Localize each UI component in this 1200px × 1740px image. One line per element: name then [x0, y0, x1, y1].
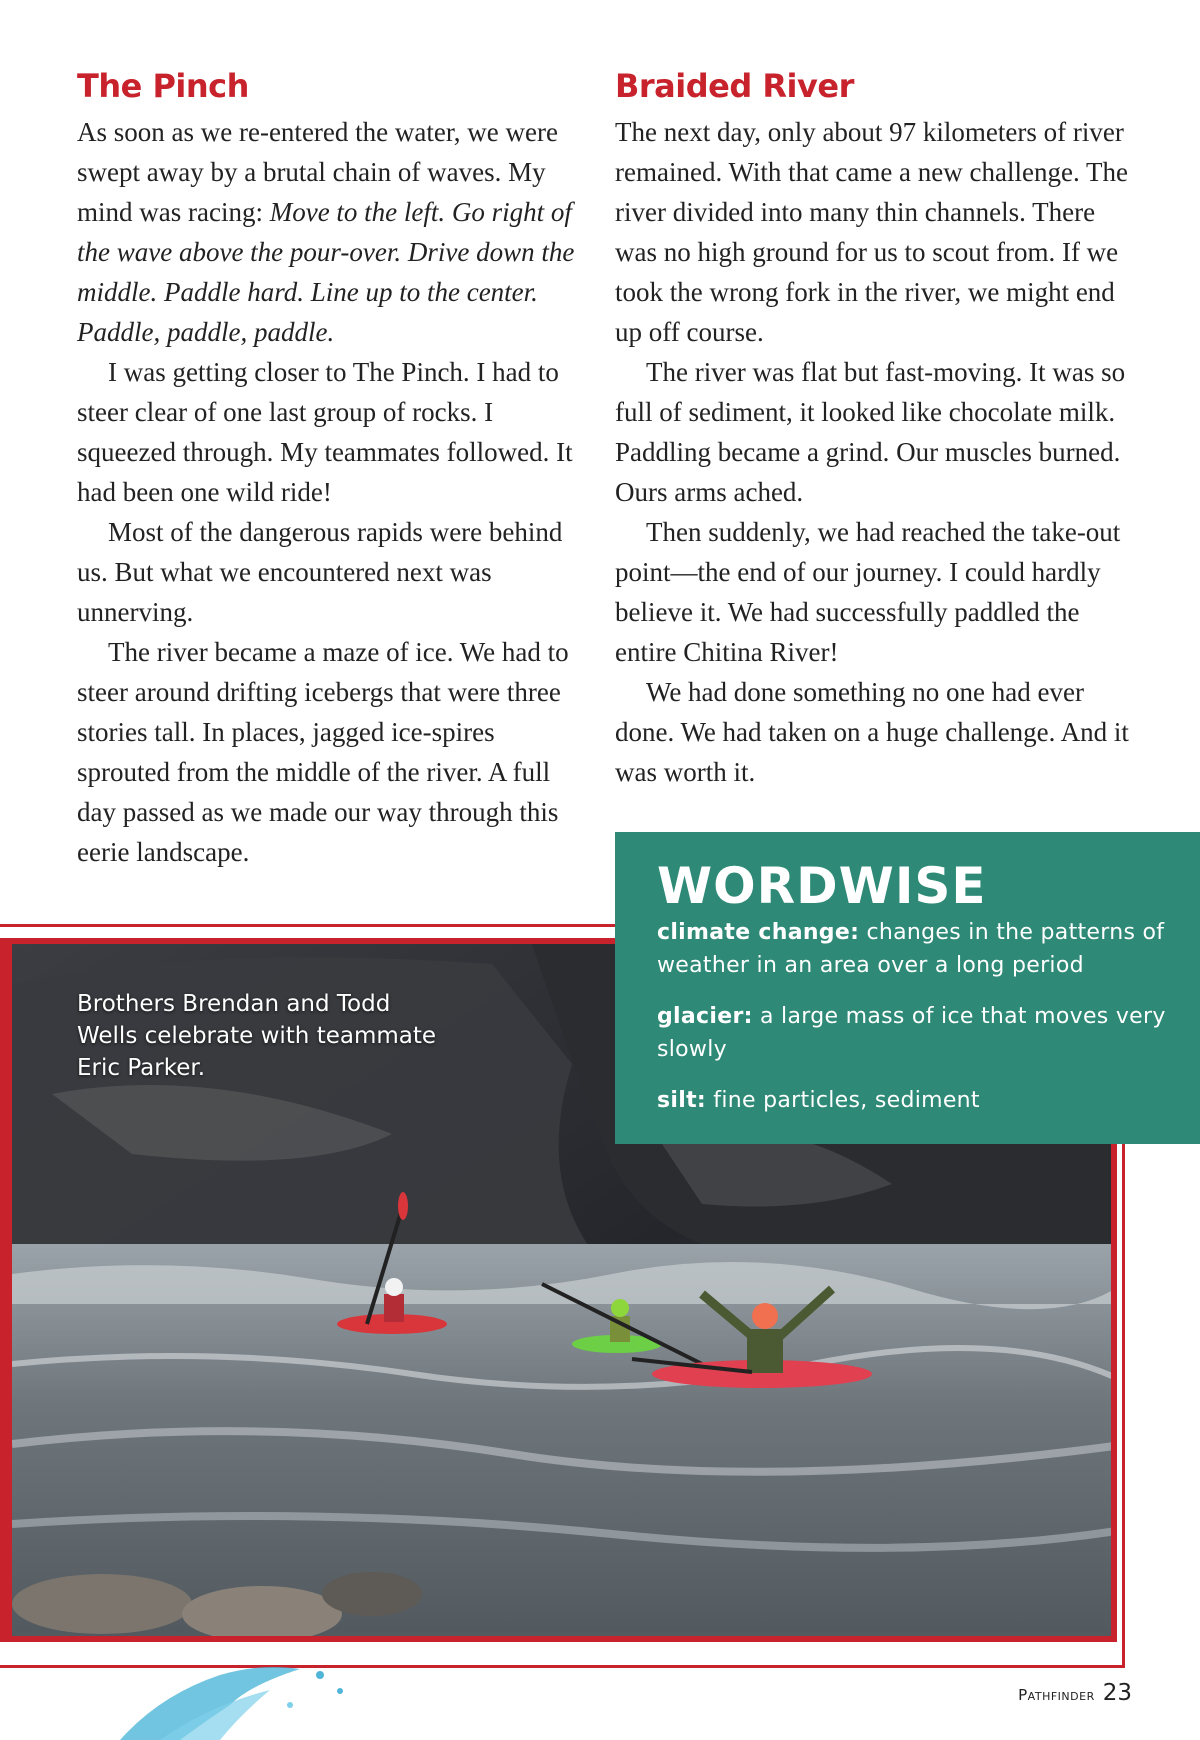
italic-thoughts: Move to the left. Go right of the wave above the pour-over. Drive down the middle. Paddle hard. Line up to the center. Paddle, paddle, paddle.: [77, 197, 575, 347]
glossary-entry: [657, 916, 1180, 982]
photo-caption: Brothers Brendan and Todd Wells celebrate with teammate Eric Parker.: [77, 991, 437, 1081]
glossary-term: silt:: [657, 1088, 706, 1113]
paragraph: The river was flat but fast-moving. It was so full of sediment, it looked like chocolate milk. Paddling became a grind. Our muscles burned. Ours arms ached.: [615, 357, 1126, 507]
wordwise-title: WORDWISE: [657, 857, 987, 915]
paragraph: The river became a maze of ice. We had to steer around drifting icebergs that were three stories tall. In places, jagged ice-spires sprouted from the middle of the river. A full day passed as we made our way through this eerie landscape.: [77, 637, 569, 867]
wordwise-box: [615, 832, 1200, 1144]
paragraph: We had done something no one had ever done. We had taken on a huge challenge. And it was worth it.: [615, 677, 1129, 787]
magazine-name: Pathfinder: [1018, 1686, 1095, 1704]
section-heading-braided-river: Braided River: [615, 67, 854, 105]
right-column: [615, 66, 1135, 792]
left-column: [77, 66, 592, 872]
glossary-entry: [657, 1000, 1180, 1066]
paragraph: Then suddenly, we had reached the take-out point—the end of our journey. I could hardly believe it. We had successfully paddled the entire Chitina River!: [615, 517, 1121, 667]
paragraph: [77, 112, 592, 352]
paragraph: Most of the dangerous rapids were behind us. But what we encountered next was unnerving.: [77, 517, 563, 627]
paragraph-text: As soon as we re-entered the water, we were swept away by a brutal chain of waves. My mind was racing:: [77, 117, 558, 227]
glossary-definition: a large mass of ice that moves very slowly: [657, 1004, 1166, 1062]
glossary-term: glacier:: [657, 1004, 753, 1029]
glossary-definition: fine particles, sediment: [713, 1088, 980, 1113]
page-number: 23: [1102, 1680, 1132, 1706]
section-heading-the-pinch: The Pinch: [77, 67, 249, 105]
glossary-entry: [657, 1084, 1180, 1117]
glossary-definition: changes in the patterns of weather in an area over a long period: [657, 920, 1165, 978]
paragraph: The next day, only about 97 kilometers of river remained. With that came a new challenge. The river divided into many thin channels. There was no high ground for us to scout from. If we took the wrong fork in the river, we might end up off course.: [615, 117, 1128, 347]
water-splash-decoration: [120, 1655, 380, 1740]
page-footer: [1018, 1680, 1132, 1706]
glossary-term: climate change:: [657, 920, 860, 945]
paragraph: I was getting closer to The Pinch. I had to steer clear of one last group of rocks. I squeezed through. My teammates followed. It had been one wild ride!: [77, 357, 573, 507]
